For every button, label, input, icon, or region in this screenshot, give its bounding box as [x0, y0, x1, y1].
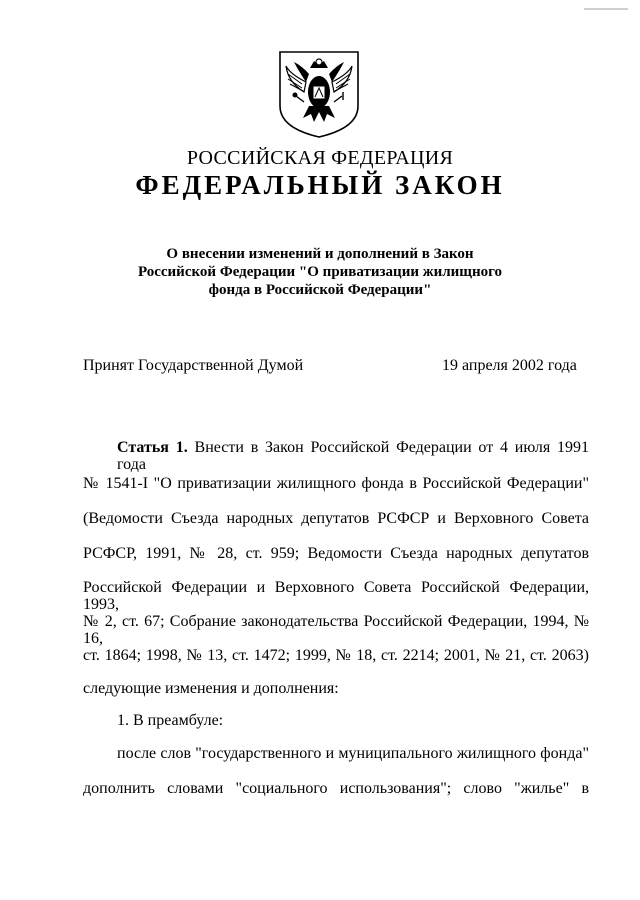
law-title-line: фонда в Российской Федерации" [208, 282, 432, 298]
article-line: (Ведомости Съезда народных депутатов РСФСР и Верховного Совета [83, 510, 589, 527]
article-line: № 2, ст. 67; Собрание законодательства Российской Федерации, 1994, № 16, [83, 613, 589, 647]
article-intro: Внести в Закон Российской Федерации от 4 июля 1991 года [117, 439, 589, 473]
article-first-line [83, 439, 589, 473]
article-line: Российской Федерации и Верховного Совета Российской Федерации, 1993, [83, 579, 589, 613]
article-line: № 1541-I "О приватизации жилищного фонда в Российской Федерации" [83, 475, 589, 492]
country-name: РОССИЙСКАЯ ФЕДЕРАЦИЯ [186, 147, 454, 169]
item-line: дополнить словами "социального использования"; слово "жилье" в [83, 780, 589, 797]
adopted-by: Принят Государственной Думой [83, 357, 304, 374]
article-label: Статья 1. [117, 439, 188, 456]
law-title-line: Российской Федерации "О приватизации жилищного [137, 264, 503, 280]
law-title [120, 245, 520, 299]
item-line: после слов "государственного и муниципального жилищного фонда" [117, 745, 589, 762]
article-line: ст. 1864; 1998, № 13, ст. 1472; 1999, № 18, ст. 2214; 2001, № 21, ст. 2063) [83, 647, 589, 664]
law-type-heading: ФЕДЕРАЛЬНЫЙ ЗАКОН [135, 170, 505, 200]
adoption-date: 19 апреля 2002 года [442, 357, 577, 374]
article-line: РСФСР, 1991, № 28, ст. 959; Ведомости Съезда народных депутатов [83, 545, 589, 562]
item-heading: 1. В преамбуле: [117, 712, 224, 729]
article-line: следующие изменения и дополнения: [83, 680, 339, 697]
coat-of-arms-emblem [276, 48, 362, 140]
corner-mark [584, 8, 628, 10]
law-title-line: О внесении изменений и дополнений в Закон [166, 246, 474, 262]
